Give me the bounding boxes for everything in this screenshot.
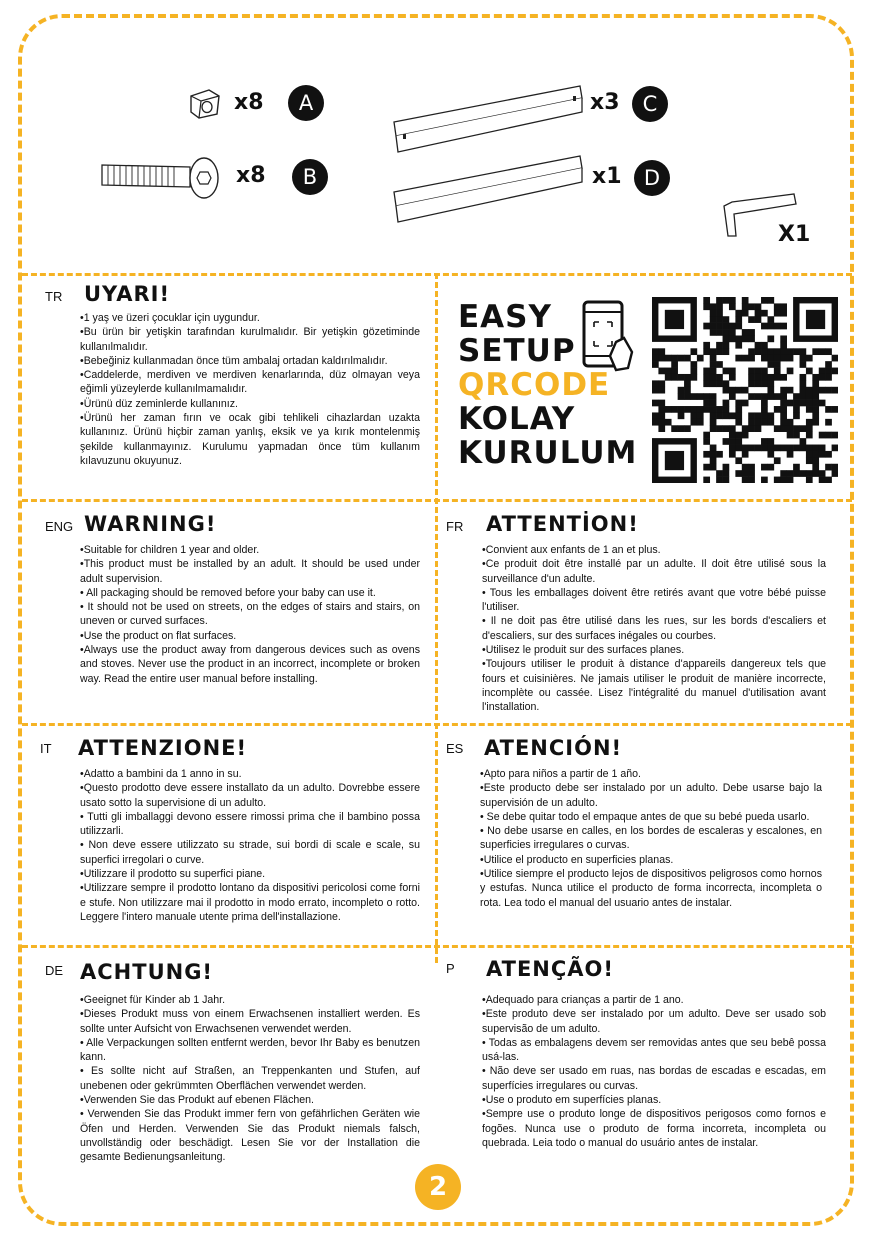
qr-line: EASY (458, 299, 552, 335)
warning-line: •Utilizzare sempre il prodotto lontano da dispositivi pericolosi come forni e stufe. Non utilizzare mai il prodotto in modo errato, incompleto o rotto. Leggere l'intero manuale utente prima dell'installazione. (80, 882, 420, 923)
long-rail-icon (390, 152, 586, 228)
section-title: ATENCIÓN! (484, 736, 623, 760)
warning-line: •Toujours utiliser le produit à distance d'appareils dangereux tels que fours et cuisinières. Ne jamais utiliser le produit de manière incorrecte, incomplète ou cassée. Lisez l'intégralité du manuel d'utilisation avant l'installation. (482, 658, 826, 714)
warning-line: •Adequado para crianças a partir de 1 ano. (482, 994, 684, 1006)
warning-line: •Este producto debe ser instalado por un adulto. Debe usarse bajo la supervisión de un adulto. (480, 782, 822, 809)
warning-line: • Tous les emballages doivent être retirés avant que votre bébé puisse l'utiliser. (482, 586, 826, 614)
nut-qty: x8 (234, 90, 264, 115)
warning-line: •Dieses Produkt muss von einem Erwachsenen installiert werden. Es sollte unter Aufsicht von Erwachsenen verwendet werden. (80, 1008, 420, 1035)
language-code: TR (45, 289, 63, 304)
warning-text (80, 311, 420, 468)
warning-line: •Questo prodotto deve essere installato da un adulto. Dovrebbe essere usato sotto la supervisione di un adulto. (80, 782, 420, 809)
warning-line: •Utilizzare il prodotto su superfici piane. (80, 868, 266, 881)
warning-line: •Use o produto em superfícies planas. (482, 1094, 662, 1107)
qr-line-highlight: QRCODE (458, 367, 611, 403)
language-code: FR (446, 519, 464, 534)
warning-line: •Bebeğiniz kullanmadan önce tüm ambalaj ortadan kaldırılmalıdır. (80, 354, 388, 367)
warning-text (482, 993, 826, 1150)
warning-line: •Use the product on flat surfaces. (80, 629, 237, 642)
warning-line: • Il ne doit pas être utilisé dans les rues, sur les bords d'escaliers et d'escaliers, sur des surfaces inégales ou courbes. (482, 615, 826, 642)
warning-line: •Utilisez le produit sur des surfaces planes. (482, 644, 685, 657)
part-letter-d: D (634, 160, 670, 196)
qr-line: KOLAY (458, 401, 576, 437)
warning-line: • Verwenden Sie das Produkt immer fern von gefährlichen Geräten wie Öfen und Herden. Verwenden Sie das Produkt niemals falsch, unvollständig oder beschädigt. Lesen Sie vor der Installation die gesamte Bedienungsanleitung. (80, 1108, 420, 1164)
warning-line: •Apto para niños a partir de 1 año. (480, 768, 641, 780)
warning-line: •Geeignet für Kinder ab 1 Jahr. (80, 994, 226, 1006)
language-code: ES (446, 741, 464, 756)
warning-line: •Ce produit doit être installé par un adulte. Il doit être utilisé sous la surveillance d'un adulte. (482, 558, 826, 585)
short-rail-icon (390, 82, 586, 158)
warning-line: •Bu ürün bir yetişkin tarafından kurulmalıdır. Bir yetişkin gözetiminde kullanılmalıdır. (80, 326, 420, 353)
warning-line: • All packaging should be removed before your baby can use it. (80, 586, 376, 599)
warning-text (80, 993, 420, 1165)
part-letter-c: C (632, 86, 668, 122)
page-number: 2 (415, 1164, 461, 1210)
warning-text (80, 543, 420, 686)
warning-line: •Adatto a bambini da 1 anno in su. (80, 768, 242, 780)
warning-line: •Sempre use o produto longe de dispositivos perigosos como fornos e fogões. Nunca use o produto de forma incorreta, incompleta ou quebrada. Leia todo o manual do usuário antes de instalar. (482, 1108, 826, 1149)
section-title: ATTENZIONE! (78, 736, 248, 760)
section-title: UYARI! (84, 282, 171, 306)
warning-line: •Suitable for children 1 year and older. (80, 544, 260, 556)
warning-text (80, 767, 420, 924)
warning-line: •Utilice siempre el producto lejos de dispositivos peligrosos como hornos y estufas. Nunca utilice el producto de forma incorrecta, incompleta o rota. Lea todo el manual del usuario antes de instalar. (480, 868, 822, 909)
warning-line: •Este produto deve ser instalado por um adulto. Deve ser usado sob supervisão de um adulto. (482, 1008, 826, 1035)
bolt-qty: x8 (236, 163, 266, 188)
warning-line: •Utilice el producto en superficies planas. (480, 853, 674, 866)
language-code: DE (45, 963, 64, 978)
warning-line: • It should not be used on streets, on the edges of stairs and stairs, on uneven or curved surfaces. (80, 601, 420, 628)
warning-line: •This product must be installed by an adult. It should be used under adult supervision. (80, 558, 420, 585)
warning-line: • No debe usarse en calles, en los bordes de escaleras y escalones, en superficies irregulares o curvas. (480, 825, 822, 852)
language-code: ENG (45, 519, 74, 534)
warning-line: •Ürünü her zaman fırın ve ocak gibi tehlikeli cihazlardan uzakta kullanınız. Ürünü hiçbir zaman yanlış, eksik ve ya kırık montelenmiş şekilde kullanmayınız. Kurulumu yapmadan önce tüm kullanım kılavuzunu okuyunuz. (80, 412, 420, 467)
warning-line: •Ürünü düz zeminlerde kullanınız. (80, 397, 238, 410)
warning-line: • Todas as embalagens devem ser removidas antes que seu bebê possa usá-las. (482, 1036, 826, 1064)
short-rail-qty: x3 (590, 90, 620, 115)
section-title: ATENÇÃO! (486, 957, 614, 981)
warning-line: •Always use the product away from dangerous devices such as ovens and stoves. Never use the product in an incorrect, incomplete or broken way. Read the entire user manual before installing. (80, 644, 420, 685)
warning-text (482, 543, 826, 715)
section-title: WARNING! (84, 512, 217, 536)
warning-line: • Não deve ser usado em ruas, nas bordas de escadas e escadas, em superfícies irregulares ou curvas. (482, 1065, 826, 1092)
language-code: P (446, 961, 455, 976)
qr-line: KURULUM (458, 435, 638, 471)
bolt-icon (98, 155, 224, 203)
warning-line: • Tutti gli imballaggi devono essere rimossi prima che il bambino possa utilizzarli. (80, 810, 420, 838)
long-rail-qty: x1 (592, 164, 622, 189)
warning-line: •Caddelerde, merdiven ve merdiven kenarlarında, düz olmayan veya eğimli yüzeylerde kullanılmamalıdır. (80, 369, 420, 396)
warning-line: • Es sollte nicht auf Straßen, an Treppenkanten und Stufen, auf unebenen oder gekrümmten Oberflächen verwendet werden. (80, 1065, 420, 1092)
section-title: ACHTUNG! (80, 960, 214, 984)
part-letter-a: A (288, 85, 324, 121)
part-letter-b: B (292, 159, 328, 195)
qr-line: SETUP (458, 333, 576, 369)
warning-line: • Non deve essere utilizzato su strade, sui bordi di scale e scale, su superfici irregolari o curve. (80, 839, 420, 866)
warning-text (480, 767, 822, 910)
warning-line: •1 yaş ve üzeri çocuklar için uygundur. (80, 312, 260, 324)
warning-line: • Alle Verpackungen sollten entfernt werden, bevor Ihr Baby es benutzen kann. (80, 1036, 420, 1064)
warning-line: • Se debe quitar todo el empaque antes de que su bebé pueda usarlo. (480, 810, 810, 823)
language-code: IT (40, 741, 52, 756)
warning-line: •Convient aux enfants de 1 an et plus. (482, 544, 661, 556)
allen-key-qty: X1 (778, 222, 811, 247)
qr-code[interactable] (652, 297, 838, 483)
nut-icon (187, 86, 223, 122)
warning-line: •Verwenden Sie das Produkt auf ebenen Flächen. (80, 1094, 314, 1107)
section-title: ATTENTİON! (486, 512, 639, 536)
divider-vertical (435, 273, 438, 963)
phone-scan-icon (580, 300, 636, 374)
